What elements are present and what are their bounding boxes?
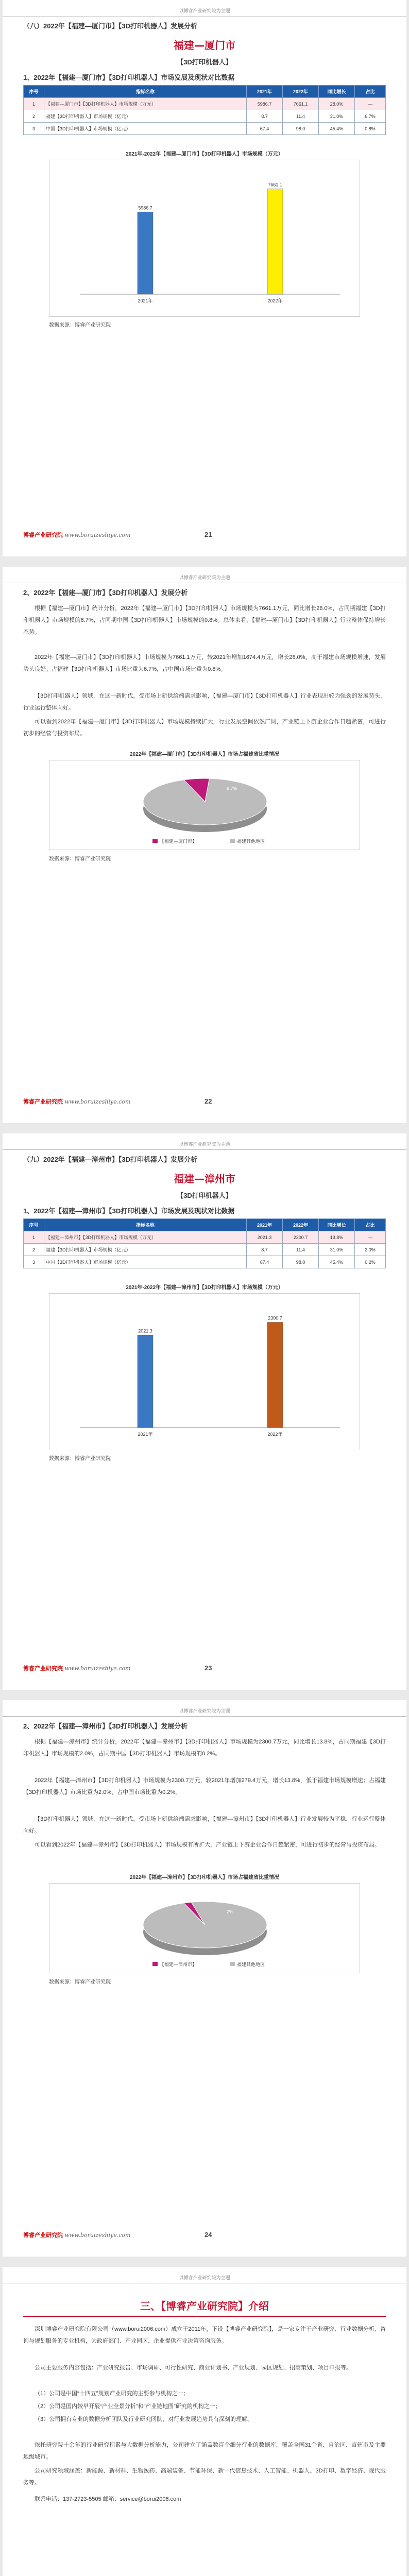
table-header: 序号 — [24, 86, 44, 98]
subsection-title: 2、2022年【福建—厦门市】【3D打印机器人】发展分析 — [23, 589, 188, 597]
page-footer — [23, 1095, 386, 1112]
table-header: 2021年 — [247, 86, 283, 98]
product-title: 【3D打印机器人】 — [177, 58, 232, 66]
tick-label: 2022年 — [267, 1432, 283, 1437]
legend-swatch — [152, 839, 158, 843]
table-row: 3 中国【3D打印机器人】市场规模（亿元） 67.4 98.0 45.4% 0.2% — [24, 1256, 386, 1268]
data-label: 7661.1 — [268, 182, 282, 188]
page-footer — [23, 529, 386, 545]
bar — [267, 189, 283, 294]
product-title: 【3D打印机器人】 — [177, 1192, 232, 1199]
paragraph: 【3D打印机器人】领域，在这一新时代，受市场上新供给端需求影响，【福建—厦门市】【3D打印机器人】行业表现出较为强劲的发展势头，行业运行整体向好。 — [23, 693, 386, 711]
chart-title: 2021年-2022年【福建—厦门市】【3D打印机器人】市场规模（万元） — [126, 151, 283, 157]
paragraph: 深圳博睿产业研究院有限公司（www.borui2006.com）成立于2011年，下设【博睿产业研究院】，是一家专注于产业研究、行业数据分析、咨询与规划服务的专业机构，为政府部门、产业园区、企业提供产业决策咨询服务。 — [23, 2326, 386, 2344]
contact-line: 联系电话：137-2723-5505 邮箱：service@borui2006.com — [35, 2496, 181, 2502]
pie-chart — [49, 760, 360, 850]
table-header: 2022年 — [283, 1219, 319, 1231]
paragraph: 依托研究院十余年的行业研究积累与大数据分析能力，公司建立了涵盖数百个细分行业的数据库，覆盖全国31个省、自治区、直辖市及主要地级城市。 — [23, 2442, 386, 2460]
page-footer — [23, 1662, 386, 1679]
chart-source: 数据来源：博睿产业研究院 — [49, 856, 111, 862]
tick-label: 2022年 — [267, 298, 283, 303]
table-row: 1 【福建—厦门市】【3D打印机器人】市场规模（万元） 5986.7 7661.1 28.0% — — [24, 98, 386, 110]
chart-source: 数据来源：博睿产业研究院 — [49, 1979, 111, 1985]
report-page — [3, 1700, 406, 2257]
footer-logo: 博睿产业研究院 www.boruizeshiye.com — [23, 532, 131, 538]
running-header: 以博睿产业研究院为主题 — [3, 1707, 406, 1717]
table-header: 同比增长 — [319, 1219, 355, 1231]
legend-swatch — [230, 1962, 235, 1966]
data-table — [23, 1218, 386, 1268]
title-rule — [23, 2316, 386, 2317]
bar — [267, 1322, 283, 1428]
legend-label: 【福建—漳州市】 — [160, 1962, 197, 1967]
data-label: 2021.3 — [138, 1328, 152, 1334]
section-heading: （九）2022年【福建—漳州市】【3D打印机器人】发展分析 — [23, 1156, 198, 1163]
bar-chart — [49, 1293, 360, 1450]
running-header: 以博睿产业研究院为主题 — [3, 1141, 406, 1150]
data-label: 2300.7 — [268, 1315, 282, 1321]
bar-chart-svg — [49, 160, 361, 317]
paragraph: 可以看到2022年【福建—漳州市】【3D打印机器人】市场规模有所扩大，产业链上下游企业合作日趋紧密，可进行初步的经营与投资布局。 — [35, 1842, 381, 1848]
footer-logo: 博睿产业研究院 www.boruizeshiye.com — [23, 2232, 131, 2239]
chart-title: 2021年-2022年【福建—漳州市】【3D打印机器人】市场规模（万元） — [126, 1285, 283, 1291]
tick-label: 2021年 — [138, 298, 153, 303]
report-page — [3, 2267, 406, 2576]
page-number: 23 — [204, 1664, 212, 1672]
subsection-title: 2、2022年【福建—漳州市】【3D打印机器人】发展分析 — [23, 1722, 188, 1730]
paragraph: （1）公司是中国“十四五”规划产业研究的主要参与机构之一； — [35, 2391, 189, 2397]
chart-title: 2022年【福建—漳州市】【3D打印机器人】市场占福建省比重情况 — [129, 1875, 280, 1880]
page-number: 24 — [204, 2231, 212, 2239]
section-heading: （八）2022年【福建—厦门市】【3D打印机器人】发展分析 — [23, 22, 198, 30]
paragraph: 2022年【福建—厦门市】【3D打印机器人】市场规模为7661.1万元，较2021年增加1674.4万元，增长28.0%，高于福建市场规模增速，发展势头良好；占福建【3D打印机器人】市场比重为6.7%，占中国市场比重为0.8%。 — [23, 654, 386, 672]
legend-swatch — [230, 839, 235, 843]
pie-chart — [49, 1883, 360, 1973]
paragraph: （2）公司是国内较早开展“产业全景分析”和“产业链地图”研究的机构之一； — [35, 2403, 221, 2410]
pie-chart-svg — [49, 760, 361, 851]
table-header: 指标名称 — [44, 1219, 247, 1231]
chart-source: 数据来源：博睿产业研究院 — [49, 1456, 111, 1462]
paragraph: 根据【福建—厦门市】统计分析，2022年【福建—厦门市】【3D打印机器人】市场规模为7661.1万元，同比增长28.0%，占同期福建【3D打印机器人】市场规模的6.7%，占同期中国【3D打印机器人】市场规模的0.8%。总体来看，【福建—厦门市】【3D打印机器人】行业整体保持增长态势。 — [23, 605, 386, 635]
footer-logo: 博睿产业研究院 www.boruizeshiye.com — [23, 1098, 131, 1105]
slice-label: 2% — [227, 1909, 234, 1914]
section-title: 三、【博睿产业研究院】介绍 — [140, 2301, 269, 2312]
table-row: 3 中国【3D打印机器人】市场规模（亿元） 67.4 98.0 45.4% 0.8% — [24, 123, 386, 135]
bar-chart — [49, 160, 360, 317]
paragraph: 公司研究领域涵盖：新能源、新材料、生物医药、高端装备、节能环保、新一代信息技术、人工智能、机器人、3D打印、数字经济、现代服务等。 — [23, 2468, 386, 2486]
page-number: 21 — [204, 531, 212, 538]
chart-source: 数据来源：博睿产业研究院 — [49, 323, 111, 328]
running-header: 以博睿产业研究院为主题 — [3, 574, 406, 583]
table-row: 2 福建【3D打印机器人】市场规模（亿元） 8.7 11.4 31.0% 6.7% — [24, 110, 386, 123]
paragraph: （3）公司拥有专业的数据分析团队及行业研究团队，对行业发展趋势具有深刻的理解。 — [35, 2416, 253, 2422]
tick-label: 2021年 — [138, 1432, 153, 1437]
report-page — [3, 1133, 406, 1690]
data-label: 5986.7 — [138, 205, 152, 211]
table-header: 指标名称 — [44, 86, 247, 98]
paragraph: 根据【福建—漳州市】统计分析，2022年【福建—漳州市】【3D打印机器人】市场规模为2300.7万元，同比增长13.8%，占同期福建【3D打印机器人】市场规模的2.0%，占同期中国【3D打印机器人】市场规模的0.2%。 — [23, 1739, 386, 1757]
region-title: 福建—厦门市 — [174, 39, 235, 52]
table-header: 2021年 — [247, 1219, 283, 1231]
table-header: 序号 — [24, 1219, 44, 1231]
paragraph: 公司主要服务内容包括：产业研究报告、市场调研、可行性研究、商业计划书、产业规划、园区规划、招商策划、项目申报等。 — [35, 2365, 352, 2371]
legend-label: 福建其他地区 — [237, 839, 265, 844]
running-header: 以博睿产业研究院为主题 — [3, 2274, 406, 2283]
pie-chart-svg — [49, 1884, 361, 1974]
bar — [138, 1335, 153, 1428]
table-row: 1 【福建—漳州市】【3D打印机器人】市场规模（万元） 2021.3 2300.7 13.8% — — [24, 1231, 386, 1244]
paragraph: 可以看到2022年【福建—厦门市】【3D打印机器人】市场规模持续扩大，行业发展空间依然广阔，产业链上下游企业合作日趋紧密，可进行初步的经营与投资布局。 — [23, 719, 386, 737]
data-table — [23, 85, 386, 135]
report-page — [3, 0, 406, 556]
subsection-title: 1、2022年【福建—厦门市】【3D打印机器人】市场发展及现状对比数据 — [23, 74, 235, 81]
table-header: 占比 — [355, 86, 386, 98]
running-header: 以博睿产业研究院为主题 — [3, 7, 406, 16]
table-header: 2022年 — [283, 86, 319, 98]
paragraph: 【3D打印机器人】领域，在这一新时代，受市场上新供给端需求影响，【福建—漳州市】【3D打印机器人】行业发展较为平稳，行业运行整体向好。 — [23, 1816, 386, 1834]
region-title: 福建—漳州市 — [174, 1173, 235, 1185]
bar — [138, 212, 153, 294]
chart-title: 2022年【福建—厦门市】【3D打印机器人】市场占福建省比重情况 — [129, 752, 280, 757]
table-header: 同比增长 — [319, 86, 355, 98]
table-header: 占比 — [355, 1219, 386, 1231]
subsection-title: 1、2022年【福建—漳州市】【3D打印机器人】市场发展及现状对比数据 — [23, 1207, 235, 1215]
legend-label: 【福建—厦门市】 — [160, 839, 197, 844]
report-page — [3, 567, 406, 1123]
pie-slice — [143, 1902, 267, 1948]
footer-logo: 博睿产业研究院 www.boruizeshiye.com — [23, 1665, 131, 1672]
slice-label: 6.7% — [227, 786, 237, 791]
table-row: 2 福建【3D打印机器人】市场规模（亿元） 8.7 11.4 31.0% 2.0% — [24, 1244, 386, 1256]
legend-label: 福建其他地区 — [237, 1962, 265, 1967]
bar-chart-svg — [49, 1294, 361, 1451]
paragraph: 2022年【福建—漳州市】【3D打印机器人】市场规模为2300.7万元，较2021年增加279.4万元，增长13.8%，低于福建市场规模增速；占福建【3D打印机器人】市场比重为2.0%，占中国市场比重为0.2%。 — [23, 1777, 386, 1795]
page-footer — [23, 2229, 386, 2245]
legend-swatch — [152, 1962, 158, 1966]
page-number: 22 — [204, 1097, 212, 1105]
